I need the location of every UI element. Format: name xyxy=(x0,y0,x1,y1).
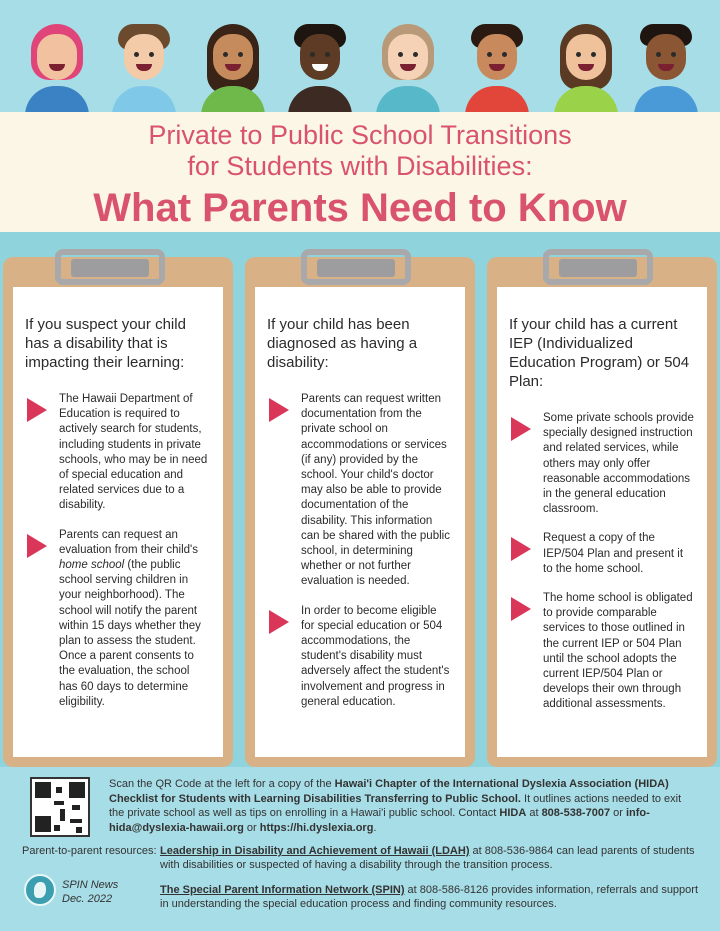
qr-description: Scan the QR Code at the left for a copy of the Hawai'i Chapter of the International Dyslexia Association (HIDA) Checklist for Students with Learning Disabilities Transferring to Public School. It outlines actions needed to exit the private school as well as tips on enrolling in a Hawai'i public school. Contact HIDA at 808-538-7007 or info-hida@dyslexia-hawaii.org or https://hi.dyslexia.org. xyxy=(109,778,682,834)
page-title: What Parents Need to Know xyxy=(93,186,627,230)
ldah-resource: Leadership in Disability and Achievement of Hawaii (LDAH) at 808-536-9864 can lead parents of students with disabilities or suspected of having a disability through the transition process. xyxy=(160,845,695,871)
clipboard-clip xyxy=(301,249,411,285)
clipboard-column-2 xyxy=(245,257,475,767)
child-avatar xyxy=(461,20,533,112)
list-item xyxy=(25,528,211,710)
clipboard-column-3 xyxy=(487,257,717,767)
title-line-2: for Students with Disabilities: xyxy=(187,151,533,181)
list-item-text: Some private schools provide specially designed instruction and related services, while others may only offer reasonable accommodations in the general education classroom. xyxy=(543,412,694,516)
arrow-bullet-icon xyxy=(511,417,531,441)
title-band xyxy=(0,112,720,232)
child-avatar xyxy=(372,20,444,112)
clipboard-paper xyxy=(255,287,465,757)
list-item-text: Request a copy of the IEP/504 Plan and present it to the home school. xyxy=(543,532,684,575)
column-intro: If your child has a current IEP (Individualized Education Program) or 504 Plan: xyxy=(509,316,690,390)
child-avatar xyxy=(108,20,180,112)
list-item-text: Parents can request an evaluation from their child's home school (the public school serving children in your neighborhood). The school will notify the parent within 15 days whether they plan to assess the student. Once a parent consents to the evaluation, the school has 60 days to determine eligibility. xyxy=(59,528,201,708)
spin-resource: The Special Parent Information Network (SPIN) at 808-586-8126 provides information, referrals and support in understanding the special education process and finding community resources. xyxy=(160,884,699,910)
child-avatar xyxy=(21,20,93,112)
list-item xyxy=(267,392,453,590)
list-item xyxy=(267,604,453,710)
footer xyxy=(0,767,720,931)
arrow-bullet-icon xyxy=(269,398,289,422)
arrow-bullet-icon xyxy=(27,534,47,558)
list-item-text: Parents can request written documentation from the private school on accommodations or services (if any) provided by the school. Your child's doctor may also be able to provide documentation of the disability. This information can be shared with the public school, in determining whether or not further evaluation is needed. xyxy=(301,393,450,588)
list-item xyxy=(509,411,695,517)
column-intro: If you suspect your child has a disability that is impacting their learning: xyxy=(25,316,186,371)
child-avatar xyxy=(197,20,269,112)
clipboard-clip xyxy=(55,249,165,285)
spin-logo-icon xyxy=(24,874,56,906)
spin-news-label: SPIN News Dec. 2022 xyxy=(62,879,119,905)
arrow-bullet-icon xyxy=(511,597,531,621)
list-item-text: In order to become eligible for special education or 504 accommodations, the student's disability must adversely affect the student's involvement and progress in general education. xyxy=(301,604,450,708)
avatar-strip xyxy=(0,0,720,112)
clipboard-clip xyxy=(543,249,653,285)
resources-label: Parent-to-parent resources: xyxy=(22,845,157,857)
clipboard-paper xyxy=(13,287,223,757)
list-item xyxy=(509,531,695,577)
arrow-bullet-icon xyxy=(511,537,531,561)
child-avatar xyxy=(284,20,356,112)
child-avatar xyxy=(550,20,622,112)
arrow-bullet-icon xyxy=(269,610,289,634)
child-avatar xyxy=(630,20,702,112)
clipboard-paper xyxy=(497,287,707,757)
list-item-text: The Hawaii Department of Education is required to actively search for students, including students in private schools, who may be in need of special education and related services due to a disability. xyxy=(59,393,208,512)
clipboard-column-1 xyxy=(3,257,233,767)
arrow-bullet-icon xyxy=(27,398,47,422)
list-item xyxy=(509,591,695,713)
title-line-1: Private to Public School Transitions xyxy=(148,120,572,150)
list-item xyxy=(25,392,211,514)
qr-code-icon[interactable] xyxy=(30,777,90,837)
list-item-text: The home school is obligated to provide comparable services to those outlined in the current IEP or 504 Plan until the school adopts the current IEP/504 Plan or develops their own through additional assessments. xyxy=(543,592,693,711)
column-intro: If your child has been diagnosed as having a disability: xyxy=(267,316,418,371)
